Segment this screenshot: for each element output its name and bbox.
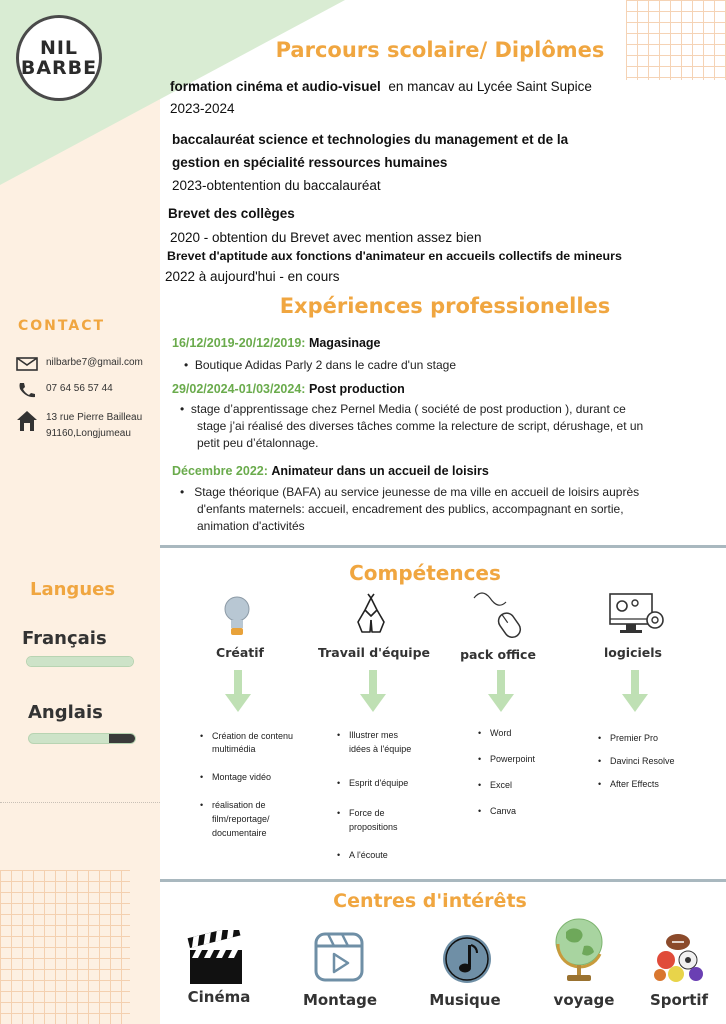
skill-list-logiciels xyxy=(598,733,708,789)
exp-3-header xyxy=(172,464,489,478)
address-line1: 13 rue Pierre Bailleau xyxy=(46,412,143,423)
languages-title: Langues xyxy=(30,579,116,600)
skill-pack-office-label: pack office xyxy=(460,647,536,662)
skill-list-pack-office xyxy=(478,728,568,816)
list-item: • Davinci Resolve xyxy=(598,756,708,766)
contact-phone[interactable] xyxy=(16,382,113,398)
list-item: • Powerpoint xyxy=(478,754,568,764)
interest-montage: Montage xyxy=(302,991,378,1009)
computer-settings-icon xyxy=(608,592,666,638)
arrow-down-icon xyxy=(223,670,253,714)
skill-col-creatif xyxy=(175,645,305,660)
edu-entry-3-title: Brevet des collèges xyxy=(168,206,295,221)
house-icon xyxy=(16,410,38,432)
phone-icon xyxy=(16,382,38,398)
exp-2-header xyxy=(172,382,405,396)
grid-decoration-top-right xyxy=(626,0,726,80)
exp-1-role: Magasinage xyxy=(308,336,381,350)
mouse-icon xyxy=(472,588,528,642)
contact-email[interactable] xyxy=(16,356,143,372)
exp-2-date: 29/02/2024-01/03/2024: xyxy=(172,382,306,396)
edu-entry-3-detail: 2020 - obtention du Brevet avec mention assez bien xyxy=(170,230,482,245)
exp-3-bullet: • Stage théorique (BAFA) au service jeunesse de ma ville en accueil de loisirs auprès d'enfants maternels: accueil, encadrement des publics, accompagnant en sortie, animation d'activités xyxy=(180,485,640,533)
sports-balls-icon xyxy=(652,930,706,984)
edu-entry-4-title: Brevet d'aptitude aux fonctions d'animateur en accueils collectifs de mineurs xyxy=(167,249,622,263)
language-french: Français xyxy=(22,628,107,649)
skills-title: Compétences xyxy=(349,561,501,585)
phone-text: 07 64 56 57 44 xyxy=(46,383,113,394)
separator-1 xyxy=(160,545,726,548)
arrow-down-icon xyxy=(358,670,388,714)
lightbulb-icon xyxy=(222,594,252,638)
list-item: • Excel xyxy=(478,780,568,790)
list-item: • A l'écoute xyxy=(337,850,437,860)
edu-entry-2-title-line2: gestion en spécialité ressources humaines xyxy=(172,155,448,170)
interests-title: Centres d'intérêts xyxy=(333,890,527,912)
envelope-icon xyxy=(16,356,38,372)
skill-travail-label: Travail d'équipe xyxy=(317,645,431,660)
list-item: • Création de contenu multimédia xyxy=(200,730,308,756)
skill-list-creatif xyxy=(200,730,308,840)
experience-title: Expériences professionelles xyxy=(279,294,611,318)
language-english: Anglais xyxy=(28,702,103,723)
list-item: • Montage vidéo xyxy=(200,772,308,782)
list-item: • After Effects xyxy=(598,779,708,789)
list-item: • Premier Pro xyxy=(598,733,708,743)
skill-col-pack-office xyxy=(433,647,563,662)
list-item: • réalisation de film/reportage/ documentaire xyxy=(200,798,290,840)
list-item: • Illustrer mes idées à l'équipe xyxy=(337,728,417,756)
skill-col-travail xyxy=(303,645,445,660)
edu-entry-2-detail: 2023-obtentention du baccalauréat xyxy=(172,178,381,193)
interest-voyage: voyage xyxy=(553,991,615,1009)
arrow-down-icon xyxy=(620,670,650,714)
interest-sportif: Sportif xyxy=(649,991,709,1009)
language-french-level-bar xyxy=(26,656,134,667)
list-item: • Esprit d'équipe xyxy=(337,778,437,788)
video-play-icon xyxy=(314,932,364,984)
skill-list-travail xyxy=(337,728,437,860)
contact-address xyxy=(16,410,142,442)
grid-decoration-bottom-left xyxy=(0,870,130,1024)
exp-3-role: Animateur dans un accueil de loisirs xyxy=(271,464,489,478)
skill-logiciels-label: logiciels xyxy=(603,645,662,660)
list-item: • Canva xyxy=(478,806,568,816)
exp-1-date: 16/12/2019-20/12/2019: xyxy=(172,336,306,350)
exp-1-header xyxy=(172,336,381,350)
edu-entry-1-line xyxy=(170,79,592,94)
exp-1-bullet: • Boutique Adidas Parly 2 dans le cadre d'un stage xyxy=(184,358,457,372)
language-english-level-bar xyxy=(28,733,136,744)
avatar xyxy=(16,15,102,101)
edu-entry-1-detail: 2023-2024 xyxy=(170,101,235,116)
teamwork-hands-icon xyxy=(352,592,390,636)
arrow-down-icon xyxy=(486,670,516,714)
exp-2-bullet: • stage d’apprentissage chez Pernel Media ( société de post production ), durant ce stage j’ai réalisé des diverses tâches comme la relecture de script, dérushage, et un petit peu d’étalonnage. xyxy=(180,402,644,450)
exp-2-role: Post production xyxy=(308,382,405,396)
skill-col-logiciels xyxy=(568,645,698,660)
list-item: • Force de propositions xyxy=(337,806,417,834)
address-line2: 91160,Longjumeau xyxy=(46,428,131,439)
edu-entry-1-title: formation cinéma et audio-visuel xyxy=(170,79,381,94)
edu-entry-4-detail: 2022 à aujourd'hui - en cours xyxy=(165,269,340,284)
name-last: BARBE xyxy=(20,57,98,79)
skill-creatif-label: Créatif xyxy=(216,645,264,660)
interest-musique: Musique xyxy=(429,991,501,1009)
music-note-icon xyxy=(441,933,493,985)
interest-cinema: Cinéma xyxy=(187,988,251,1006)
email-text: nilbarbe7@gmail.com xyxy=(46,357,143,368)
exp-3-date: Décembre 2022: xyxy=(172,464,268,478)
edu-entry-2-title-line1: baccalauréat science et technologies du management et de la xyxy=(172,132,569,147)
globe-icon xyxy=(552,914,606,986)
list-item: • Word xyxy=(478,728,568,738)
clapperboard-icon xyxy=(186,930,248,988)
edu-entry-1-place: en mancav au Lycée Saint Supice xyxy=(388,79,592,94)
education-title: Parcours scolaire/ Diplômes xyxy=(275,38,605,62)
dotted-divider xyxy=(0,802,160,803)
separator-2 xyxy=(160,879,726,882)
name-first: NIL xyxy=(39,37,79,59)
contact-title: CONTACT xyxy=(18,318,106,334)
